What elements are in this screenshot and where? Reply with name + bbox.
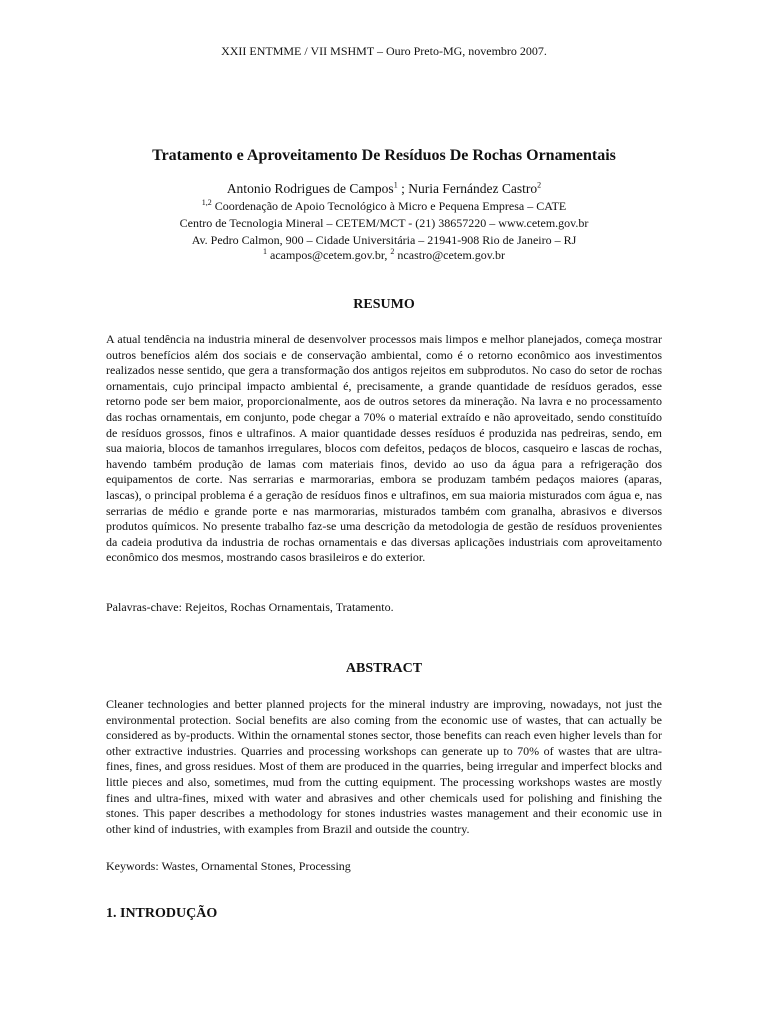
affiliation-mark: 1,2	[201, 198, 212, 207]
abstract-heading: ABSTRACT	[345, 661, 423, 676]
resumo-keywords: Palavras-chave: Rejeitos, Rochas Ornamentais, Tratamento.	[106, 600, 394, 614]
resumo-heading: RESUMO	[353, 297, 415, 312]
introducao-heading: 1. INTRODUÇÃO	[106, 906, 218, 921]
author-separator: ;	[397, 181, 409, 196]
author-affiliation-mark: 1	[393, 180, 398, 190]
author-name: Nuria Fernández Castro	[408, 181, 538, 196]
affiliation-mark: 2	[390, 247, 395, 256]
affiliation-line: Av. Pedro Calmon, 900 – Cidade Universitária – 21941-908 Rio de Janeiro – RJ	[191, 233, 577, 247]
author-email: ncastro@cetem.gov.br	[394, 248, 505, 262]
affiliation-text: Coordenação de Apoio Tecnológico à Micro e Pequena Empresa – CATE	[211, 199, 567, 213]
affiliation-line: Centro de Tecnologia Mineral – CETEM/MCT - (21) 38657220 – www.cetem.gov.br	[179, 216, 589, 230]
affiliation-mark: 1	[263, 247, 267, 256]
running-header: XXII ENTMME / VII MSHMT – Ouro Preto-MG, novembro 2007.	[221, 44, 547, 58]
paper-title: Tratamento e Aproveitamento De Resíduos De Rochas Ornamentais	[152, 147, 616, 164]
email-line	[0, 248, 768, 263]
author-name: Antonio Rodrigues de Campos	[226, 181, 394, 196]
resumo-paragraph: A atual tendência na industria mineral de desenvolver processos mais limpos e melhor planejados, começa mostrar outros benefícios além dos sociais e de conservação ambiental, como é o retorno econômico aos investimentos realizados nesse sentido, que gera a transformação dos antigos rejeitos em subprodutos. No caso do setor de rochas ornamentais, cujo principal impacto ambiental é, precisamente, a grande quantidade de resíduos gerados, esse retorno pode ser bem maior, proporcionalmente, aos de outros setores da mineração. Na lavra e no processamento das rochas ornamentais, em conjunto, pode chegar a 70% o material extraído e não aproveitado, sendo constituído de resíduos grossos, finos e ultrafinos. A maior quantidade desses resíduos é produzida nas pedreiras, sendo, em sua maioria, blocos de tamanhos irregulares, blocos com defeitos, pedaços de blocos, casqueiro e lascas de rochas, havendo também produção de lamas com materiais finos, devido ao uso da água para a refrigeração dos equipamentos de corte. Nas serrarias e marmorarias, embora se produzam também pedaços maiores (aparas, lascas), o principal problema é a geração de resíduos finos e ultrafinos, em sua maioria misturados com água e, nas serrarias de médio e grande porte e nas marmorarias, misturados também com granalha, abrasivos e diversos produtos químicos. No presente trabalho faz-se uma descrição da metodologia de gestão de resíduos provenientes da cadeia produtiva da industria de rochas ornamentais e das diversas aplicações industriais com aproveitamento econômico dos mesmos, mostrando casos brasileiros e do exterior.	[106, 332, 662, 565]
author-line	[0, 180, 768, 198]
affiliation-line	[0, 199, 768, 214]
author-affiliation-mark: 2	[537, 180, 542, 190]
author-email: acampos@cetem.gov.br,	[267, 248, 391, 262]
abstract-paragraph: Cleaner technologies and better planned projects for the mineral industry are improving, nowadays, not just the environmental protection. Social benefits are also coming from the economic use of wastes, that can actually be considered as by-products. Within the ornamental stones sector, those benefits can reach even higher levels than for other extractive industries. Quarries and processing workshops can generate up to 70% of wastes that are ultra-fines, fines, and gross residues. Most of them are produced in the quarries, being irregular and imperfect blocks and little pieces and also, sometimes, mud from the cutting equipment. The processing workshops wastes are mostly fines and ultra-fines, mixed with water and abrasives and other chemicals used for polishing and finishing the stones. This paper describes a methodology for stones industries wastes management and their economic use in other kind of industries, with examples from Brazil and outside the country.	[106, 697, 662, 836]
abstract-keywords: Keywords: Wastes, Ornamental Stones, Processing	[106, 859, 351, 873]
